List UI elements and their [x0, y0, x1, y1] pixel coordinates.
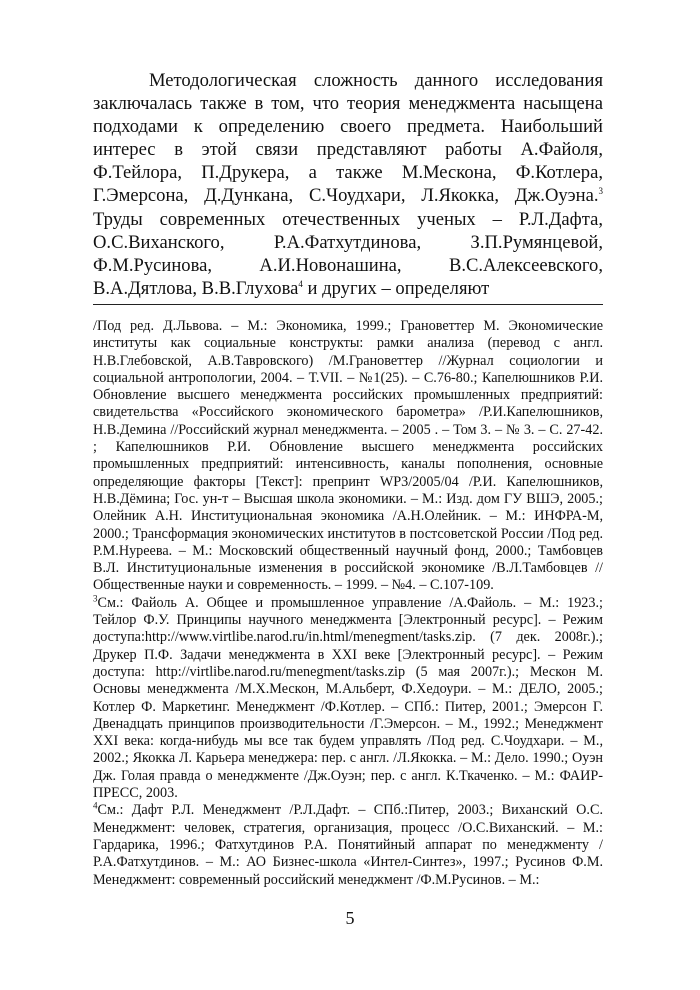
footnote-4	[93, 802, 603, 888]
page-number: 5	[345, 908, 355, 928]
footnote-3-marker: 3	[93, 593, 98, 604]
footnote-4-marker: 4	[93, 800, 98, 811]
body-text-part-3: и других – определяют	[302, 277, 490, 299]
footnote-4-text: См.: Дафт Р.Л. Менеджмент /Р.Л.Дафт. – СПб.:Питер, 2003.; Виханский О.С. Менеджмент: человек, стратегия, организация, процесс /О.С.Виханский. – М.: Гардарика, 1996.; Фатхутдинов Р.А. Понятийный аппарат по менеджменту /Р.А.Фатхутдинов. – М.: АО Бизнес-школа «Интел-Синтез», 1997.; Русинов Ф.М. Менеджмент: современный российский менеджмент /Ф.М.Русинов. – М.:	[93, 802, 603, 888]
footnote-3	[93, 595, 603, 803]
body-text-part-2: Труды современных отечественных ученых – Р.Л.Дафта, О.С.Виханского, Р.А.Фатхутдинова, З.П.Румянцевой, Ф.М.Русинова, А.И.Новонашина, В.С.Алексеевского, В.А.Дятлова, В.В.Глухова	[93, 208, 603, 299]
body-paragraph	[93, 69, 603, 300]
footnotes	[93, 318, 603, 889]
footnote-ref-4: 4	[298, 278, 303, 289]
footnote-separator	[93, 304, 603, 305]
footnote-ref-3: 3	[598, 186, 603, 197]
footnote-continued: /Под ред. Д.Львова. – М.: Экономика, 1999.; Грановеттер М. Экономические институты как социальные конструкты: рамки анализа (перевод с англ. Н.В.Глебовской, А.В.Тавровского) /М.Грановеттер //Журнал социологии и социальной антропологии, 2004. – Т.VII. – №1(25). – С.76-80.; Капелюшников Р.И. Обновление высшего менеджмента российских промышленных предприятий: свидетельства «Российского экономического барометра» /Р.И.Капелюшников, Н.В.Демина //Российский журнал менеджмента. – 2005 . – Том 3. – № 3. – С. 27-42. ; Капелюшников Р.И. Обновление высшего менеджмента российских промышленных предприятий: интенсивность, каналы пополнения, основные определяющие факторы [Текст]: препринт WP3/2005/04 /Р.И. Капелюшников, Н.В.Дёмина; Гос. ун-т – Высшая школа экономики. – М.: Изд. дом ГУ ВШЭ, 2005.; Олейник А.Н. Институциональная экономика /А.Н.Олейник. – М.: ИНФРА-М, 2000.; Трансформация экономических институтов в постсоветской России /Под ред. Р.М.Нуреева. – М.: Московский общественный научный фонд, 2000.; Тамбовцев В.Л. Институциональные изменения в российской экономике /В.Л.Тамбовцев //Общественные науки и современность. – 1999. – №4. – С.107-109.	[93, 318, 603, 594]
footnote-3-text: См.: Файоль А. Общее и промышленное управление /А.Файоль. – М.: 1923.; Тейлор Ф.У. Принципы научного менеджмента [Электронный ресурс]. – Режим доступа:http://www.virtlibe.narod.ru/in.html/menegment/tasks.zip. (7 дек. 2008г.).; Друкер П.Ф. Задачи менеджмента в XXI веке [Электронный ресурс]. – Режим доступа: http://virtlibe.narod.ru/menegment/tasks.zip (5 мая 2007г.).; Мескон М. Основы менеджмента /М.Х.Мескон, М.Альберт, Ф.Хедоури. – М.: ДЕЛО, 2005.; Котлер Ф. Маркетинг. Менеджмент /Ф.Котлер. – СПб.: Питер, 2001.; Эмерсон Г. Двенадцать принципов производительности /Г.Эмерсон. – М., 1992.; Менеджмент XXI века: когда-нибудь мы все так будем управлять /Под ред. С.Чоудхари. – М., 2002.; Якокка Л. Карьера менеджера: пер. с англ. /Л.Якокка. – М.: Дело. 1990.; Оуэн Дж. Голая правда о менеджменте /Дж.Оуэн; пер. с англ. К.Ткаченко. – М.: ФАИР-ПРЕСС, 2003.	[93, 594, 603, 802]
body-text-part-1: Методологическая сложность данного исследования заключалась также в том, что теория менеджмента насыщена подходами к определению своего предмета. Наибольший интерес в этой связи представляют работы А.Файоля, Ф.Тейлора, П.Друкера, а также М.Мескона, Ф.Котлера, Г.Эмерсона, Д.Дункана, С.Чоудхари, Л.Якокка, Дж.Оуэна.	[93, 70, 603, 207]
